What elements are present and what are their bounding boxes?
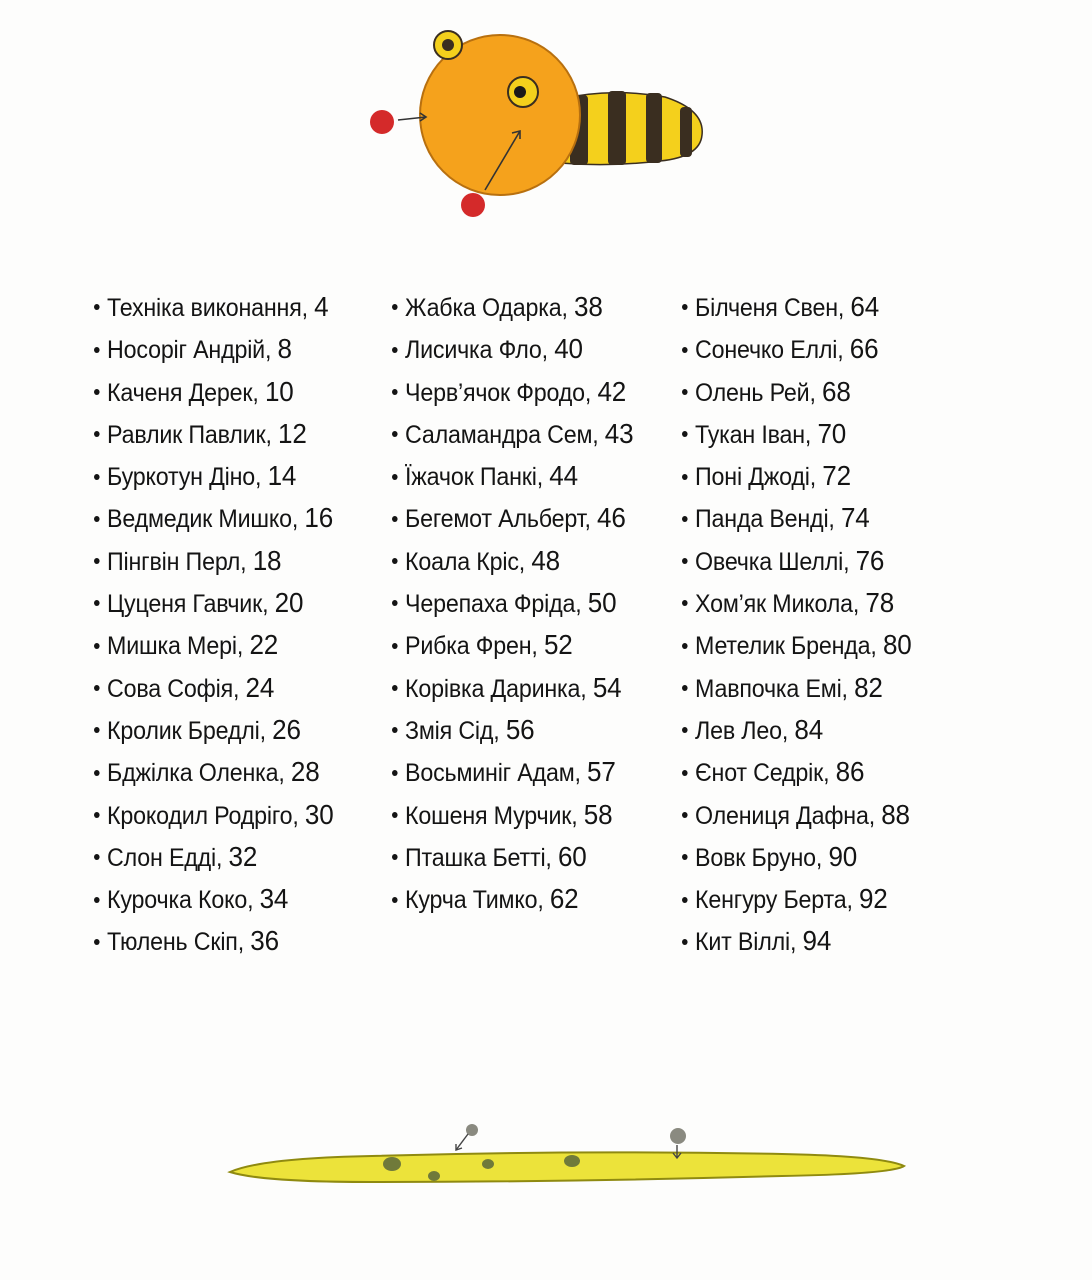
toc-entry[interactable]: Хом’як Микола, 78 <box>682 582 912 624</box>
toc-page: 57 <box>587 756 616 788</box>
bullet-icon <box>94 431 100 437</box>
toc-entry[interactable]: Кролик Бредлі, 26 <box>94 709 334 751</box>
toc-title: Хом’як Микола <box>695 590 853 619</box>
bullet-icon <box>94 474 100 480</box>
toc-title: Черв’ячок Фродо <box>405 378 585 407</box>
bullet-icon <box>94 600 100 606</box>
toc-entry[interactable]: Лисичка Фло, 40 <box>392 328 633 370</box>
toc-page: 48 <box>531 544 560 576</box>
toc-title: Саламандра Сем <box>405 420 593 449</box>
toc-title: Носоріг Андрій <box>107 336 265 365</box>
toc-page: 72 <box>822 460 851 492</box>
bullet-icon <box>682 939 688 945</box>
bullet-icon <box>392 389 398 395</box>
toc-title: Кит Віллі <box>695 928 790 957</box>
bullet-icon <box>94 685 100 691</box>
toc-entry[interactable]: Равлик Павлик, 12 <box>94 413 334 455</box>
toc-page: 36 <box>250 925 279 957</box>
toc-title: Тукан Іван <box>695 420 805 449</box>
toc-entry[interactable]: Їжачок Панкі, 44 <box>392 455 633 497</box>
toc-entry[interactable]: Ведмедик Мишко, 16 <box>94 497 334 539</box>
bullet-icon <box>392 812 398 818</box>
toc-entry[interactable]: Рибка Френ, 52 <box>392 624 633 666</box>
toc-title: Тюлень Скіп <box>107 928 238 957</box>
bullet-icon <box>682 516 688 522</box>
toc-entry[interactable]: Восьминіг Адам, 57 <box>392 751 633 793</box>
toc-page: 10 <box>264 375 294 407</box>
toc-title: Єнот Седрік <box>695 759 824 788</box>
toc-page: 34 <box>259 883 289 915</box>
toc-page: 46 <box>597 502 626 534</box>
toc-page: 56 <box>505 713 535 745</box>
toc-entry[interactable]: Крокодил Родріго, 30 <box>94 794 334 836</box>
toc-page: 70 <box>817 417 847 449</box>
bullet-icon <box>682 347 688 353</box>
toc-page: 68 <box>822 375 851 407</box>
toc-page: 92 <box>859 883 888 915</box>
toc-entry[interactable]: Цуценя Гавчик, 20 <box>94 582 334 624</box>
toc-page: 80 <box>882 629 912 661</box>
toc-entry[interactable]: Кенгуру Берта, 92 <box>682 878 912 920</box>
toc-title: Крокодил Родріго <box>107 801 293 830</box>
bullet-icon <box>392 516 398 522</box>
bullet-icon <box>94 643 100 649</box>
bullet-icon <box>392 854 398 860</box>
toc-title: Змія Сід <box>405 716 494 745</box>
red-dot-left <box>370 110 394 134</box>
toc-page: 16 <box>304 502 334 534</box>
toc-page: 22 <box>249 629 279 661</box>
toc-title: Сова Софія <box>107 674 233 703</box>
bullet-icon <box>392 897 398 903</box>
toc-entry[interactable]: Сова Софія, 24 <box>94 667 334 709</box>
toc-entry[interactable]: Коала Кріс, 48 <box>392 540 633 582</box>
toc-title: Жабка Одарка <box>405 294 562 322</box>
toc-page: 26 <box>272 713 301 745</box>
toc-page: 60 <box>557 840 587 872</box>
bullet-icon <box>94 347 100 353</box>
toc-entry[interactable]: Олень Рей, 68 <box>682 371 912 413</box>
worm-eye-right <box>670 1128 686 1144</box>
toc-page: 66 <box>849 333 879 365</box>
bullet-icon <box>392 558 398 564</box>
bullet-icon <box>392 770 398 776</box>
bullet-icon <box>682 474 688 480</box>
toc-title: Мишка Мері <box>107 632 237 661</box>
bullet-icon <box>94 727 100 733</box>
toc-page: 84 <box>794 713 823 745</box>
toc-title: Овечка Шеллі <box>695 547 844 576</box>
toc-entry[interactable]: Мишка Мері, 22 <box>94 624 334 666</box>
toc-column-3 <box>682 286 929 963</box>
bullet-icon <box>392 474 398 480</box>
toc-entry[interactable]: Черв’ячок Фродо, 42 <box>392 371 633 413</box>
bullet-icon <box>94 770 100 776</box>
toc-title: Курочка Коко <box>107 886 248 915</box>
toc-page: 90 <box>828 840 858 872</box>
toc-page: 30 <box>304 798 334 830</box>
toc-column-1 <box>94 286 352 963</box>
toc-title: Черепаха Фріда <box>405 590 576 619</box>
toc-title: Буркотун Діно <box>107 463 256 492</box>
toc-title: Каченя Дерек <box>107 378 253 407</box>
toc-page: 94 <box>802 925 832 957</box>
bullet-icon <box>392 347 398 353</box>
toc-entry[interactable]: Слон Едді, 32 <box>94 836 334 878</box>
toc-entry[interactable]: Черепаха Фріда, 50 <box>392 582 633 624</box>
toc-page: 74 <box>840 502 870 534</box>
toc-page: 64 <box>850 291 880 322</box>
bullet-icon <box>392 304 398 310</box>
toc-title: Білченя Свен <box>695 294 838 322</box>
toc-title: Рибка Френ <box>405 632 532 661</box>
toc-entry[interactable]: Жабка Одарка, 38 <box>392 286 633 328</box>
toc-title: Слон Едді <box>107 843 217 872</box>
toc-entry[interactable]: Корівка Даринка, 54 <box>392 667 633 709</box>
bullet-icon <box>682 389 688 395</box>
toc-entry[interactable]: Метелик Бренда, 80 <box>682 624 912 666</box>
bullet-icon <box>94 304 100 310</box>
toc-entry[interactable]: Кошеня Мурчик, 58 <box>392 794 633 836</box>
toc-page: 18 <box>252 544 282 576</box>
toc-entry[interactable]: Овечка Шеллі, 76 <box>682 540 912 582</box>
bullet-icon <box>94 558 100 564</box>
bee-illustration <box>360 25 720 225</box>
toc-page: 52 <box>543 629 573 661</box>
toc-entry[interactable]: Носоріг Андрій, 8 <box>94 328 334 370</box>
toc-title: Їжачок Панкі <box>405 463 537 492</box>
toc-entry[interactable]: Каченя Дерек, 10 <box>94 371 334 413</box>
toc-entry[interactable]: Єнот Седрік, 86 <box>682 751 912 793</box>
toc-page: 28 <box>290 756 320 788</box>
toc-entry[interactable]: Пінгвін Перл, 18 <box>94 540 334 582</box>
toc-page: 14 <box>267 460 297 492</box>
bullet-icon <box>682 558 688 564</box>
toc-title: Поні Джоді <box>695 463 810 492</box>
toc-entry[interactable]: Поні Джоді, 72 <box>682 455 912 497</box>
toc-title: Равлик Павлик <box>107 420 266 449</box>
toc-page: 12 <box>278 417 307 449</box>
bullet-icon <box>94 854 100 860</box>
toc-title: Ведмедик Мишко <box>107 505 292 534</box>
toc-title: Олениця Дафна <box>695 801 869 830</box>
bullet-icon <box>682 812 688 818</box>
toc-title: Курча Тимко <box>405 886 538 915</box>
toc-entry[interactable]: Олениця Дафна, 88 <box>682 794 912 836</box>
toc-entry[interactable]: Буркотун Діно, 14 <box>94 455 334 497</box>
bullet-icon <box>392 685 398 691</box>
toc-entry[interactable]: Тюлень Скіп, 36 <box>94 920 334 962</box>
toc-page: 4 <box>314 291 329 322</box>
toc-title: Техніка виконання <box>107 294 302 322</box>
bullet-icon <box>682 897 688 903</box>
toc-page: 62 <box>549 883 579 915</box>
toc-entry[interactable]: Саламандра Сем, 43 <box>392 413 633 455</box>
toc-entry[interactable]: Лев Лео, 84 <box>682 709 912 751</box>
toc-title: Лев Лео <box>695 716 782 745</box>
toc-entry[interactable]: Панда Венді, 74 <box>682 497 912 539</box>
toc-title: Цуценя Гавчик <box>107 590 263 619</box>
toc-title: Олень Рей <box>695 378 810 407</box>
toc-entry[interactable]: Білченя Свен, 64 <box>682 286 912 328</box>
bullet-icon <box>682 304 688 310</box>
toc-page: 40 <box>554 333 583 365</box>
bullet-icon <box>392 727 398 733</box>
toc-page: 50 <box>587 587 617 619</box>
toc-column-2 <box>392 286 652 920</box>
toc-page: 86 <box>835 756 865 788</box>
toc-page: 32 <box>228 840 258 872</box>
toc-title: Сонечко Еллі <box>695 336 838 365</box>
toc-title: Панда Венді <box>695 505 829 534</box>
bullet-icon <box>682 854 688 860</box>
bullet-icon <box>392 643 398 649</box>
toc-page: 20 <box>274 587 304 619</box>
bullet-icon <box>94 897 100 903</box>
bullet-icon <box>94 939 100 945</box>
toc-page: 78 <box>865 587 895 619</box>
toc-page: 42 <box>597 375 627 407</box>
toc-title: Вовк Бруно <box>695 843 816 872</box>
toc-page: 58 <box>583 798 613 830</box>
toc-title: Бджілка Оленка <box>107 759 279 788</box>
toc-title: Пташка Бетті <box>405 843 546 872</box>
toc-page: 38 <box>574 291 603 322</box>
toc-entry[interactable]: Сонечко Еллі, 66 <box>682 328 912 370</box>
toc-page: 88 <box>881 798 910 830</box>
toc-title: Метелик Бренда <box>695 632 871 661</box>
toc-entry[interactable]: Бджілка Оленка, 28 <box>94 751 334 793</box>
toc-title: Восьминіг Адам <box>405 759 575 788</box>
bullet-icon <box>682 685 688 691</box>
bullet-icon <box>392 431 398 437</box>
bullet-icon <box>94 389 100 395</box>
toc-title: Кролик Бредлі <box>107 716 260 745</box>
bullet-icon <box>682 727 688 733</box>
toc-entry[interactable]: Пташка Бетті, 60 <box>392 836 633 878</box>
toc-page: 44 <box>549 460 578 492</box>
toc-page: 82 <box>854 671 883 703</box>
toc-title: Пінгвін Перл <box>107 547 241 576</box>
bullet-icon <box>94 516 100 522</box>
bullet-icon <box>682 770 688 776</box>
toc-title: Кошеня Мурчик <box>405 801 572 830</box>
toc-entry[interactable]: Курча Тимко, 62 <box>392 878 633 920</box>
toc-page: 54 <box>592 671 622 703</box>
toc-title: Лисичка Фло <box>405 336 542 365</box>
toc-entry[interactable]: Мавпочка Емі, 82 <box>682 667 912 709</box>
worm-illustration <box>222 1118 912 1198</box>
toc-entry[interactable]: Тукан Іван, 70 <box>682 413 912 455</box>
toc-page: 8 <box>277 333 292 365</box>
toc-entry[interactable]: Вовк Бруно, 90 <box>682 836 912 878</box>
toc-entry[interactable]: Кит Віллі, 94 <box>682 920 912 962</box>
red-dot-bottom <box>461 193 485 217</box>
bullet-icon <box>682 600 688 606</box>
toc-title: Корівка Даринка <box>405 674 581 703</box>
toc-page: 24 <box>245 671 275 703</box>
bullet-icon <box>682 643 688 649</box>
toc-entry[interactable]: Бегемот Альберт, 46 <box>392 497 633 539</box>
bullet-icon <box>392 600 398 606</box>
toc-entry[interactable]: Змія Сід, 56 <box>392 709 633 751</box>
toc-title: Кенгуру Берта <box>695 886 847 915</box>
toc-title: Коала Кріс <box>405 547 519 576</box>
toc-title: Мавпочка Емі <box>695 674 842 703</box>
bullet-icon <box>94 812 100 818</box>
toc-entry[interactable]: Курочка Коко, 34 <box>94 878 334 920</box>
toc-page: 43 <box>604 417 634 449</box>
bullet-icon <box>682 431 688 437</box>
toc-title: Бегемот Альберт <box>405 505 585 534</box>
toc-page: 76 <box>855 544 885 576</box>
toc-entry[interactable]: Техніка виконання, 4 <box>94 286 334 328</box>
